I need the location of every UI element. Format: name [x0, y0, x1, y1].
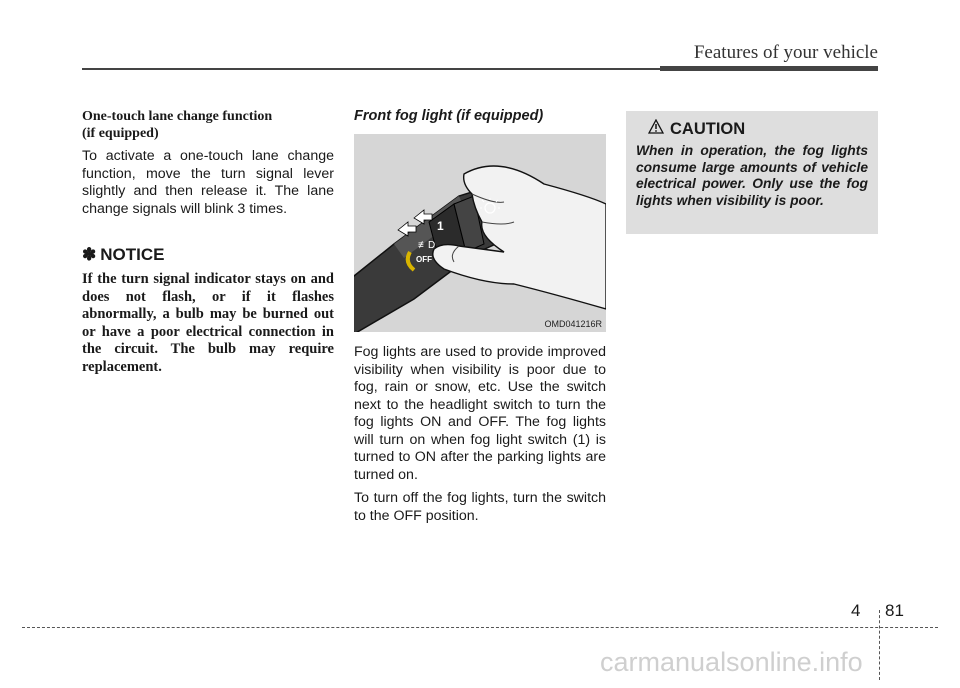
figure-label-1: 1 — [437, 219, 444, 233]
page-number: 81 — [885, 601, 904, 620]
caution-title: CAUTION — [670, 119, 746, 138]
subheading-line-2: (if equipped) — [82, 126, 159, 141]
left-column — [82, 108, 334, 376]
notice-heading — [82, 245, 334, 265]
fog-light-paragraph-1: Fog lights are used to provide improved visibility when visibility is poor due to fog, rain or snow, etc. Use the switch next to the headlight switch to turn the fog lights ON and OFF. The fog lights will turn on when fog light switch (1) is turned to ON after the parking lights are turned on. — [354, 344, 606, 483]
lever-and-hand-drawing — [354, 134, 606, 332]
footer-rule — [22, 627, 938, 628]
figure-caption: OMD041216R — [544, 319, 602, 329]
lane-change-subheading — [82, 108, 334, 142]
header-rule-accent — [660, 66, 878, 71]
footer-divider — [879, 610, 880, 680]
middle-column — [354, 108, 606, 531]
fog-light-paragraph-2: To turn off the fog lights, turn the switch to the OFF position. — [354, 490, 606, 524]
figure-label-off: OFF — [416, 255, 432, 264]
fog-light-switch-illustration — [354, 134, 606, 332]
warning-triangle-icon — [648, 119, 664, 139]
subheading-line-1: One-touch lane change function — [82, 109, 273, 124]
caution-paragraph: When in operation, the fog lights consume large amounts of vehicle electrical power. Only use the fog lights when visibility is poor. — [636, 143, 868, 208]
fog-light-heading: Front fog light (if equipped) — [354, 108, 544, 124]
svg-text:≢D: ≢D — [418, 240, 436, 251]
lane-change-paragraph: To activate a one-touch lane change function, move the turn signal lever slightly and then release it. The lane change signals will blink 3 times. — [82, 148, 334, 217]
page-header-title: Features of your vehicle — [693, 42, 878, 63]
caution-box — [626, 111, 878, 234]
notice-title: NOTICE — [100, 245, 165, 264]
chapter-number: 4 — [851, 601, 861, 620]
caution-heading — [636, 119, 868, 139]
watermark: carmanualsonline.info — [600, 647, 863, 677]
notice-paragraph: If the turn signal indicator stays on and does not flash, or if it flashes abnormally, a bulb may be burned out or have a poor electrical connection in the circuit. The bulb may require replacement. — [82, 271, 334, 375]
notice-mark-icon: ✽ — [82, 245, 97, 264]
